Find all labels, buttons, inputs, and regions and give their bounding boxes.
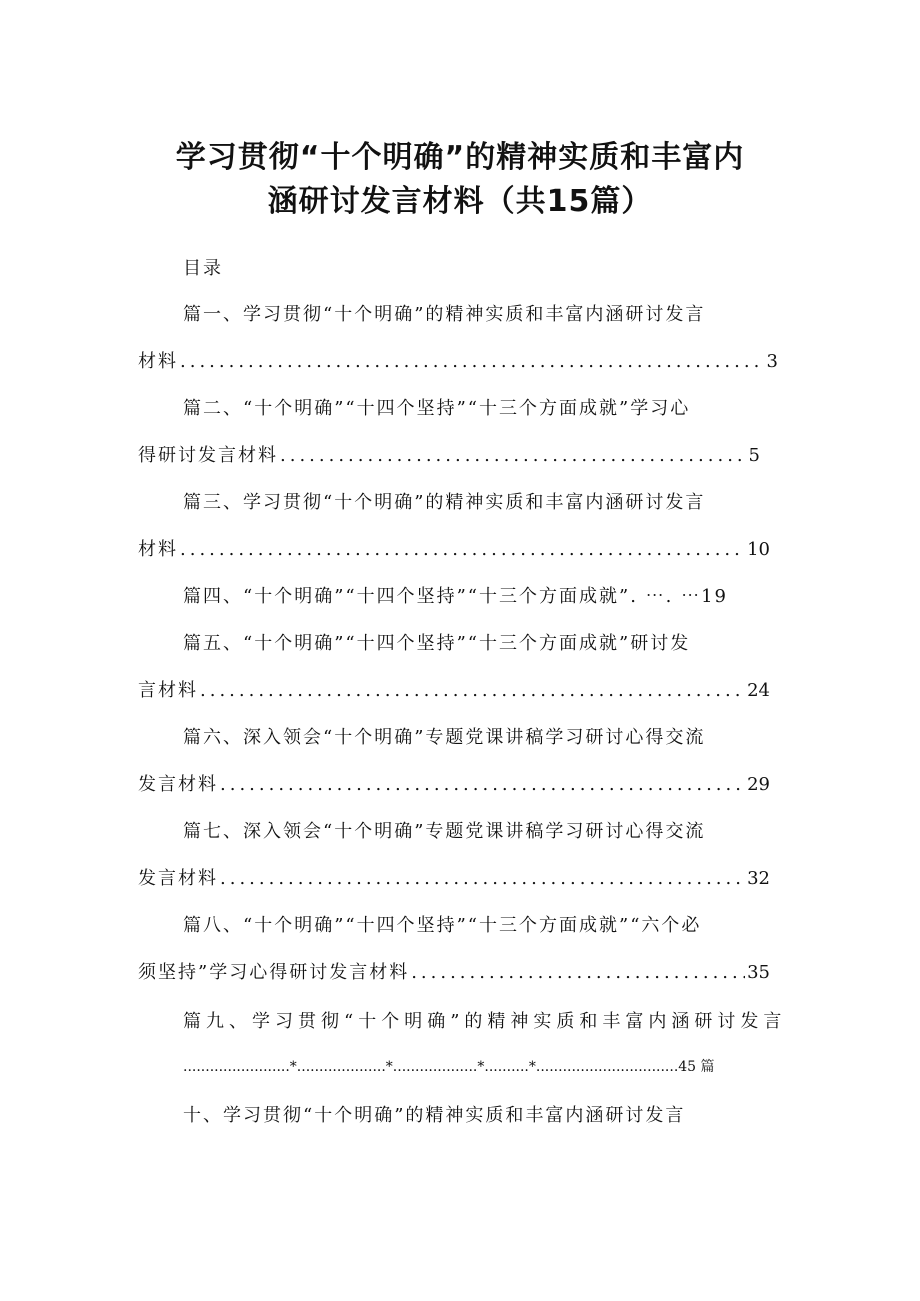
toc-entry-5-line-2 xyxy=(138,679,770,703)
leader-dots xyxy=(180,350,765,374)
toc-entry-8-tail: 须坚持”学习心得研讨发言材料 xyxy=(138,962,410,983)
toc-entry-3-line-1: 篇三、学习贯彻“十个明确”的精神实质和丰富内涵研讨发言 xyxy=(183,492,706,513)
toc-entry-4-line-1: 篇四、“十个明确”“十四个坚持”“十三个方面成就”. ⋯. ⋯19 xyxy=(183,586,729,607)
toc-entry-7-line-1: 篇七、深入领会“十个明确”专题党课讲稿学习研讨心得交流 xyxy=(183,821,706,842)
toc-entry-7-page: 32 xyxy=(747,868,770,889)
toc-entry-1-line-2 xyxy=(138,350,778,374)
toc-entry-2-line-1: 篇二、“十个明确”“十四个坚持”“十三个方面成就”学习心 xyxy=(183,398,691,419)
toc-entry-2-line-2 xyxy=(138,444,760,468)
document-title-line-2: 涵研讨发言材料（共15篇） xyxy=(267,184,653,219)
leader-dots xyxy=(411,961,745,985)
toc-entry-1-line-1: 篇一、学习贯彻“十个明确”的精神实质和丰富内涵研讨发言 xyxy=(183,304,706,325)
leader-dots xyxy=(180,538,745,562)
toc-entry-9-line-2: ........................*....................*...................*..........*................................45 篇 xyxy=(183,1059,715,1075)
toc-entry-3-tail: 材料 xyxy=(138,539,178,560)
toc-entry-2-page: 5 xyxy=(748,445,760,466)
toc-entry-3-line-2 xyxy=(138,538,770,562)
toc-entry-5-line-1: 篇五、“十个明确”“十四个坚持”“十三个方面成就”研讨发 xyxy=(183,633,691,654)
toc-entry-10-line-1: 十、学习贯彻“十个明确”的精神实质和丰富内涵研讨发言 xyxy=(183,1105,686,1126)
toc-entry-1-page: 3 xyxy=(766,351,778,372)
toc-entry-2-tail: 得研讨发言材料 xyxy=(138,445,278,466)
toc-entry-1-tail: 材料 xyxy=(138,351,178,372)
leader-dots xyxy=(220,867,745,891)
toc-entry-6-line-2 xyxy=(138,773,770,797)
toc-entry-6-page: 29 xyxy=(747,774,770,795)
document-title-line-1: 学习贯彻“十个明确”的精神实质和丰富内 xyxy=(175,140,745,175)
toc-entry-8-line-2 xyxy=(138,961,770,985)
toc-entry-5-page: 24 xyxy=(747,680,770,701)
toc-entry-7-tail: 发言材料 xyxy=(138,868,218,889)
toc-entry-8-line-1: 篇八、“十个明确”“十四个坚持”“十三个方面成就”“六个必 xyxy=(183,915,702,936)
toc-entry-7-line-2 xyxy=(138,867,770,891)
toc-entry-9-line-1: 篇九、学习贯彻“十个明确”的精神实质和丰富内涵研讨发言 xyxy=(183,1011,787,1032)
toc-entry-5-tail: 言材料 xyxy=(138,680,198,701)
leader-dots xyxy=(200,679,745,703)
leader-dots xyxy=(220,773,745,797)
leader-dots xyxy=(280,444,747,468)
toc-entry-6-line-1: 篇六、深入领会“十个明确”专题党课讲稿学习研讨心得交流 xyxy=(183,727,706,748)
toc-entry-8-page: 35 xyxy=(747,962,770,983)
toc-entry-3-page: 10 xyxy=(747,539,770,560)
toc-entry-6-tail: 发言材料 xyxy=(138,774,218,795)
toc-heading: 目录 xyxy=(183,258,223,279)
